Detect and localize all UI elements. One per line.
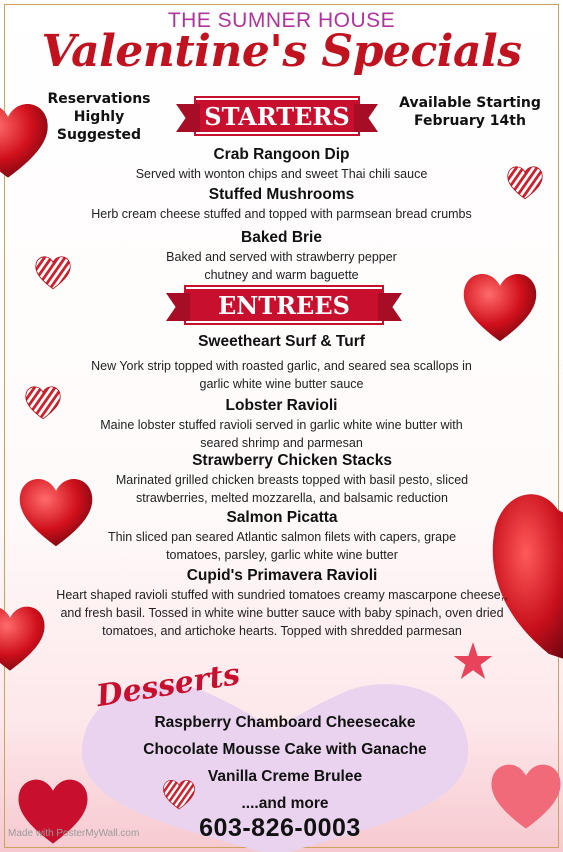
dish-item	[100, 508, 464, 564]
dish-name: Cupid's Primavera Ravioli	[186, 567, 378, 584]
restaurant-name: THE SUMNER HOUSE	[167, 9, 396, 32]
reservation-note: Reservations Highly Suggested	[47, 91, 151, 143]
dish-description: Thin sliced pan seared Atlantic salmon filets with capers, grape tomatoes, parsley, garlic white wine butter	[107, 530, 457, 562]
dish-description: Heart shaped ravioli stuffed with sundried tomatoes creamy mascarpone cheese,, and fresh basil. Tossed in white wine butter sauce with baby spinach, oven dried tomatoes, and artichoke hearts. Topped with shredded parmesan	[56, 588, 508, 638]
desserts-heading: Desserts	[94, 656, 243, 715]
dish-name: Baked Brie	[241, 229, 322, 246]
dish-name: Stuffed Mushrooms	[208, 186, 355, 203]
heart-icon	[14, 468, 98, 554]
dessert-item: ....and more	[241, 795, 329, 812]
page-title: Valentine's Specials	[41, 26, 522, 77]
dish-name: Lobster Ravioli	[225, 397, 338, 414]
dish-description: Herb cream cheese stuffed and topped with parmsean bread crumbs	[91, 207, 472, 221]
dish-item	[56, 566, 508, 640]
striped-heart-icon	[158, 776, 200, 812]
availability-note: Available Starting February 14th	[399, 95, 541, 129]
watermark: Made with PosterMyWall.com	[8, 828, 140, 839]
dish-item	[50, 185, 513, 223]
heart-icon	[0, 582, 50, 692]
dish-description: Baked and served with strawberry pepper chutney and warm baguette	[166, 250, 397, 282]
starters-banner: STARTERS	[196, 98, 358, 134]
dish-name: Salmon Picatta	[226, 509, 338, 526]
dish-description: New York strip topped with roasted garlic, and seared sea scallops in garlic white wine butter sauce	[91, 359, 472, 391]
dish-item	[50, 145, 513, 183]
dish-name: Strawberry Chicken Stacks	[192, 452, 392, 469]
dish-description: Served with wonton chips and sweet Thai chili sauce	[135, 167, 428, 181]
dessert-item: Raspberry Chamboard Cheesecake	[154, 714, 416, 731]
dish-item	[96, 451, 488, 507]
entrees-banner: ENTREES	[186, 287, 382, 323]
dish-item	[80, 396, 483, 452]
dessert-item: Chocolate Mousse Cake with Ganache	[143, 741, 427, 758]
striped-heart-icon	[22, 382, 64, 422]
phone-number[interactable]: 603-826-0003	[199, 814, 361, 842]
dessert-item: Vanilla Creme Brulee	[207, 768, 363, 785]
dish-name: Crab Rangoon Dip	[213, 146, 350, 163]
dish-item	[84, 332, 479, 393]
dish-description: Maine lobster stuffed ravioli served in garlic white wine butter with seared shrimp and parmesan	[100, 418, 463, 450]
dish-item	[150, 228, 413, 284]
dish-name: Sweetheart Surf & Turf	[198, 333, 365, 350]
dish-description: Marinated grilled chicken breasts topped with basil pesto, sliced strawberries, melted mozzarella, and balsamic reduction	[115, 473, 469, 505]
striped-heart-icon	[30, 252, 76, 292]
heart-icon	[486, 740, 563, 850]
